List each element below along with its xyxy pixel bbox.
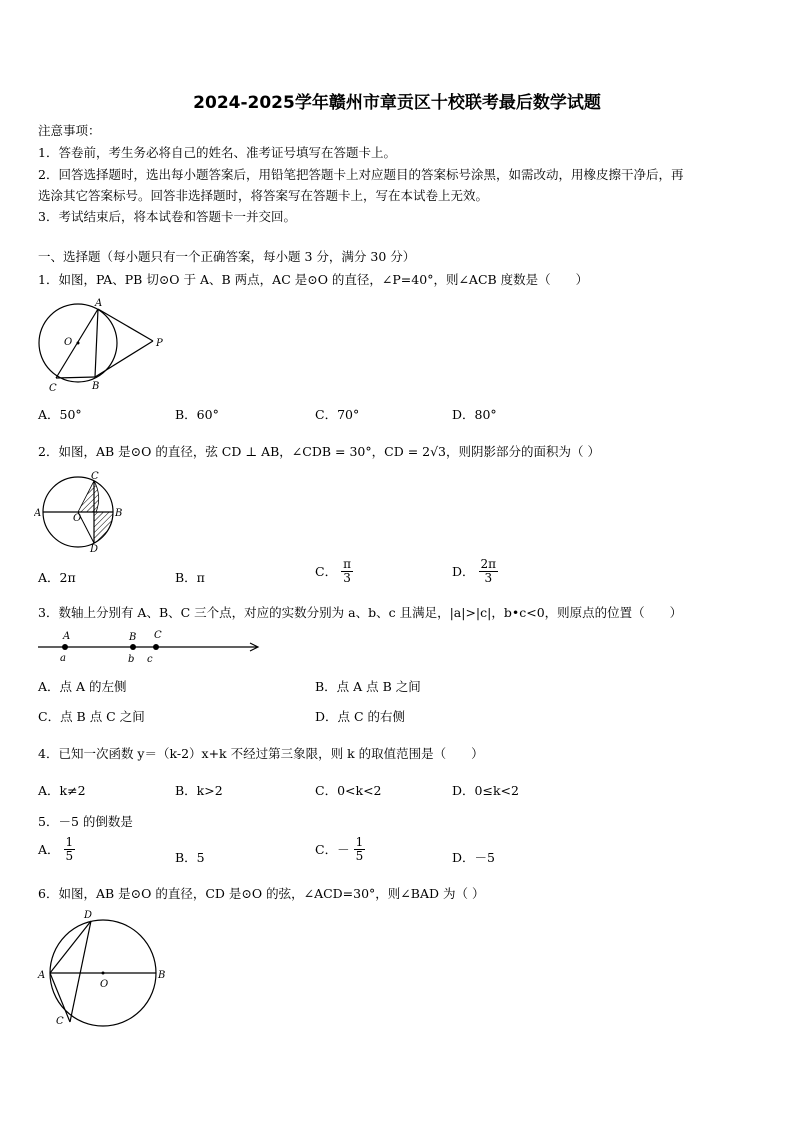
q2-option-d-prefix: D． bbox=[452, 564, 475, 580]
q2-option-c-prefix: C． bbox=[315, 564, 338, 580]
q4-option-c[interactable]: C．0<k<2 bbox=[315, 783, 382, 798]
note-item-3: 3．考试结束后，将本试卷和答题卡一并交回。 bbox=[38, 209, 296, 224]
q2-option-d-fraction: $\frac{2\pi}{3}$ bbox=[480, 557, 497, 585]
q2-label-D: D bbox=[90, 544, 99, 555]
q3-label-a: a bbox=[60, 653, 66, 664]
question-6-figure bbox=[34, 906, 174, 1028]
q3-label-C: C bbox=[154, 630, 162, 641]
q6-label-B: B bbox=[158, 970, 166, 981]
section-heading: 一、选择题（每小题只有一个正确答案，每小题 3 分，满分 30 分） bbox=[38, 249, 416, 264]
q1-option-c[interactable]: C．70° bbox=[315, 407, 360, 422]
q2-option-c-fraction: $\frac{\pi}{3}$ bbox=[343, 557, 351, 585]
q3-option-b[interactable]: B．点 A 点 B 之间 bbox=[315, 679, 421, 694]
notes-heading: 注意事项： bbox=[38, 123, 101, 138]
q3-label-c: c bbox=[147, 654, 153, 665]
q1-option-b[interactable]: B．60° bbox=[175, 407, 219, 422]
note-item-2a: 2．回答选择题时，选出每小题答案后，用铅笔把答题卡上对应题目的答案标号涂黑，如需改动，用橡皮擦干净后，再 bbox=[38, 167, 684, 182]
q1-label-B: B bbox=[92, 381, 100, 392]
q3-label-b: b bbox=[128, 654, 135, 665]
q2-option-c[interactable] bbox=[315, 558, 353, 584]
q3-label-A: A bbox=[63, 631, 71, 642]
q6-label-A: A bbox=[38, 970, 46, 981]
q4-option-a[interactable]: A．k≠2 bbox=[38, 783, 86, 798]
q4-option-d[interactable]: D．0≤k<2 bbox=[452, 783, 519, 798]
q5-option-d[interactable]: D．－5 bbox=[452, 850, 495, 865]
q2-option-b[interactable]: B．π bbox=[175, 570, 205, 585]
q1-option-d[interactable]: D．80° bbox=[452, 407, 497, 422]
exam-title: 2024-2025学年赣州市章贡区十校联考最后数学试题 bbox=[193, 93, 601, 113]
q5-option-a[interactable]: A． $\frac{1}{5}$ bbox=[38, 835, 74, 863]
q5-option-a-fraction: $\frac{1}{5}$ bbox=[65, 835, 74, 863]
q3-label-B: B bbox=[129, 632, 137, 643]
q2-label-O: O bbox=[73, 513, 82, 524]
q2-label-C: C bbox=[91, 471, 99, 482]
note-item-2b: 选涂其它答案标号。回答非选择题时，将答案写在答题卡上，写在本试卷上无效。 bbox=[38, 188, 489, 203]
question-1-stem: 1．如图，PA、PB 切⊙O 于 A、B 两点，AC 是⊙O 的直径，∠P=40°，则∠ACB 度数是（ ） bbox=[38, 272, 589, 287]
q5-option-c-fraction: $\frac{1}{5}$ bbox=[355, 835, 364, 863]
q1-option-a[interactable]: A．50° bbox=[38, 407, 82, 422]
note-item-1: 1．答卷前，考生务必将自己的姓名、准考证号填写在答题卡上。 bbox=[38, 145, 396, 160]
q6-label-O: O bbox=[100, 979, 109, 990]
question-2-figure bbox=[34, 468, 134, 556]
q1-label-A: A bbox=[95, 298, 103, 309]
question-3-number-line bbox=[36, 626, 262, 666]
question-2-stem: 2．如图，AB 是⊙O 的直径，弦 CD ⊥ AB，∠CDB = 30°，CD = 2√3，则阴影部分的面积为（ ） bbox=[38, 444, 600, 459]
q1-label-C: C bbox=[49, 383, 57, 394]
q6-label-C: C bbox=[56, 1016, 64, 1027]
question-1-figure bbox=[34, 296, 174, 396]
question-4-stem: 4．已知一次函数 y＝（k-2）x+k 不经过第三象限，则 k 的取值范围是（ ） bbox=[38, 746, 484, 761]
q3-option-d[interactable]: D．点 C 的右侧 bbox=[315, 709, 406, 724]
question-5-stem: 5．－5 的倒数是 bbox=[38, 814, 133, 829]
q2-label-A: A bbox=[34, 508, 42, 519]
q2-option-d[interactable] bbox=[452, 558, 498, 584]
q4-option-b[interactable]: B．k>2 bbox=[175, 783, 223, 798]
q1-label-P: P bbox=[156, 338, 163, 349]
question-6-stem: 6．如图，AB 是⊙O 的直径，CD 是⊙O 的弦，∠ACD=30°，则∠BAD 为（ ） bbox=[38, 886, 485, 901]
q1-label-O: O bbox=[64, 337, 73, 348]
q5-option-c[interactable]: C．－ $\frac{1}{5}$ bbox=[315, 835, 364, 863]
q5-option-b[interactable]: B．5 bbox=[175, 850, 205, 865]
q2-label-B: B bbox=[115, 508, 123, 519]
q3-option-a[interactable]: A．点 A 的左侧 bbox=[38, 679, 127, 694]
question-3-stem: 3．数轴上分别有 A、B、C 三个点，对应的实数分别为 a、b、c 且满足，|a|>|c|，b•c<0，则原点的位置（ ） bbox=[38, 605, 683, 620]
q6-label-D: D bbox=[84, 910, 93, 921]
q3-option-c[interactable]: C．点 B 点 C 之间 bbox=[38, 709, 145, 724]
q2-option-a[interactable]: A．2π bbox=[38, 570, 76, 585]
